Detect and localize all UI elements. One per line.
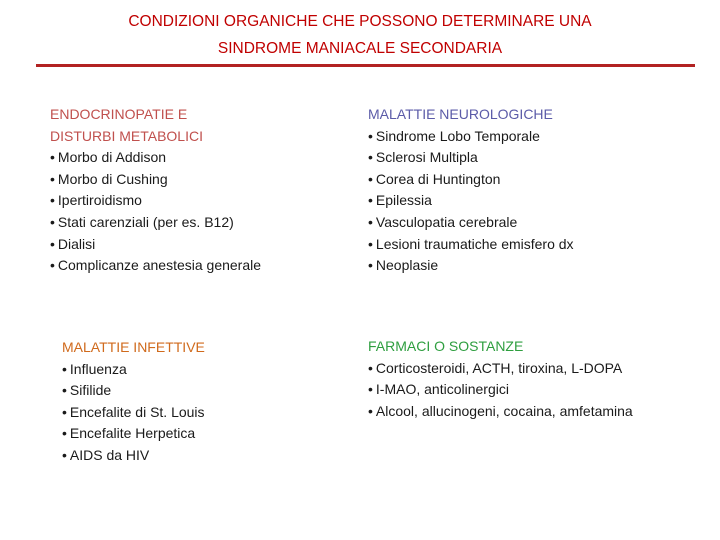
list-item xyxy=(368,255,574,277)
list-item xyxy=(368,401,633,423)
bullet-icon: • xyxy=(50,235,55,252)
bullet-icon: • xyxy=(50,213,55,230)
list-item xyxy=(62,402,205,424)
list-item-text: Corticosteroidi, ACTH, tiroxina, L-DOPA xyxy=(375,359,623,376)
title-divider xyxy=(36,64,695,67)
list-item-text: Morbo di Addison xyxy=(57,149,167,166)
list-item xyxy=(368,126,574,148)
section-drugs xyxy=(368,336,633,422)
list-item xyxy=(368,379,633,401)
page-title xyxy=(60,8,660,62)
list-item xyxy=(62,423,205,445)
list-item xyxy=(50,190,261,212)
list-item-text: Alcool, allucinogeni, cocaina, amfetamina xyxy=(375,402,633,419)
list-item-text: Epilessia xyxy=(375,192,432,209)
list-item-text: Complicanze anestesia generale xyxy=(57,257,262,274)
bullet-icon: • xyxy=(368,235,373,252)
list-item xyxy=(50,234,261,256)
list-item xyxy=(50,255,261,277)
bullet-icon: • xyxy=(62,360,67,377)
bullet-icon: • xyxy=(368,359,373,376)
bullet-icon: • xyxy=(368,170,373,187)
list-item-text: AIDS da HIV xyxy=(69,446,150,463)
list-item-text: Encefalite di St. Louis xyxy=(69,403,205,420)
bullet-icon: • xyxy=(368,192,373,209)
list-item xyxy=(368,212,574,234)
list-item-text: Lesioni traumatiche emisfero dx xyxy=(375,235,574,252)
list-item-text: Sifilide xyxy=(69,382,112,399)
bullet-icon: • xyxy=(50,192,55,209)
list-item xyxy=(368,147,574,169)
list-item xyxy=(62,380,205,402)
list-item-text: Vasculopatia cerebrale xyxy=(375,213,518,230)
title-line-2: SINDROME MANIACALE SECONDARIA xyxy=(217,40,503,57)
bullet-icon: • xyxy=(368,127,373,144)
section-heading-endocrine: ENDOCRINOPATIE E DISTURBI METABOLICI xyxy=(50,106,203,144)
list-item-text: Neoplasie xyxy=(375,257,439,274)
list-item xyxy=(368,190,574,212)
list-item-text: Morbo di Cushing xyxy=(57,170,168,187)
list-item xyxy=(50,169,261,191)
bullet-icon: • xyxy=(368,402,373,419)
list-item-text: Stati carenziali (per es. B12) xyxy=(57,213,234,230)
list-item-text: Ipertiroidismo xyxy=(57,192,142,209)
list-item-text: Encefalite Herpetica xyxy=(69,425,196,442)
list-item xyxy=(50,212,261,234)
list-item-text: I-MAO, anticolinergici xyxy=(375,381,509,398)
list-item-text: Dialisi xyxy=(57,235,96,252)
bullet-icon: • xyxy=(368,257,373,274)
bullet-icon: • xyxy=(368,381,373,398)
bullet-icon: • xyxy=(50,257,55,274)
bullet-icon: • xyxy=(62,382,67,399)
section-neuro xyxy=(368,104,574,277)
list-item xyxy=(368,358,633,380)
bullet-icon: • xyxy=(50,170,55,187)
list-item-text: Corea di Huntington xyxy=(375,170,501,187)
section-infective xyxy=(62,337,205,467)
section-heading-neuro: MALATTIE NEUROLOGICHE xyxy=(368,106,553,122)
list-item-text: Sclerosi Multipla xyxy=(375,149,478,166)
title-line-1: CONDIZIONI ORGANICHE CHE POSSONO DETERMINARE UNA xyxy=(128,13,592,30)
list-item xyxy=(62,445,205,467)
section-heading-drugs: FARMACI O SOSTANZE xyxy=(368,338,524,354)
list-item xyxy=(368,234,574,256)
section-endocrine xyxy=(50,104,261,277)
list-item-text: Sindrome Lobo Temporale xyxy=(375,127,540,144)
list-item-text: Influenza xyxy=(69,360,127,377)
bullet-icon: • xyxy=(62,403,67,420)
bullet-icon: • xyxy=(50,149,55,166)
list-item xyxy=(50,147,261,169)
bullet-icon: • xyxy=(368,149,373,166)
bullet-icon: • xyxy=(62,425,67,442)
list-item xyxy=(62,359,205,381)
list-item xyxy=(368,169,574,191)
section-heading-infective: MALATTIE INFETTIVE xyxy=(62,339,205,355)
bullet-icon: • xyxy=(62,446,67,463)
bullet-icon: • xyxy=(368,213,373,230)
